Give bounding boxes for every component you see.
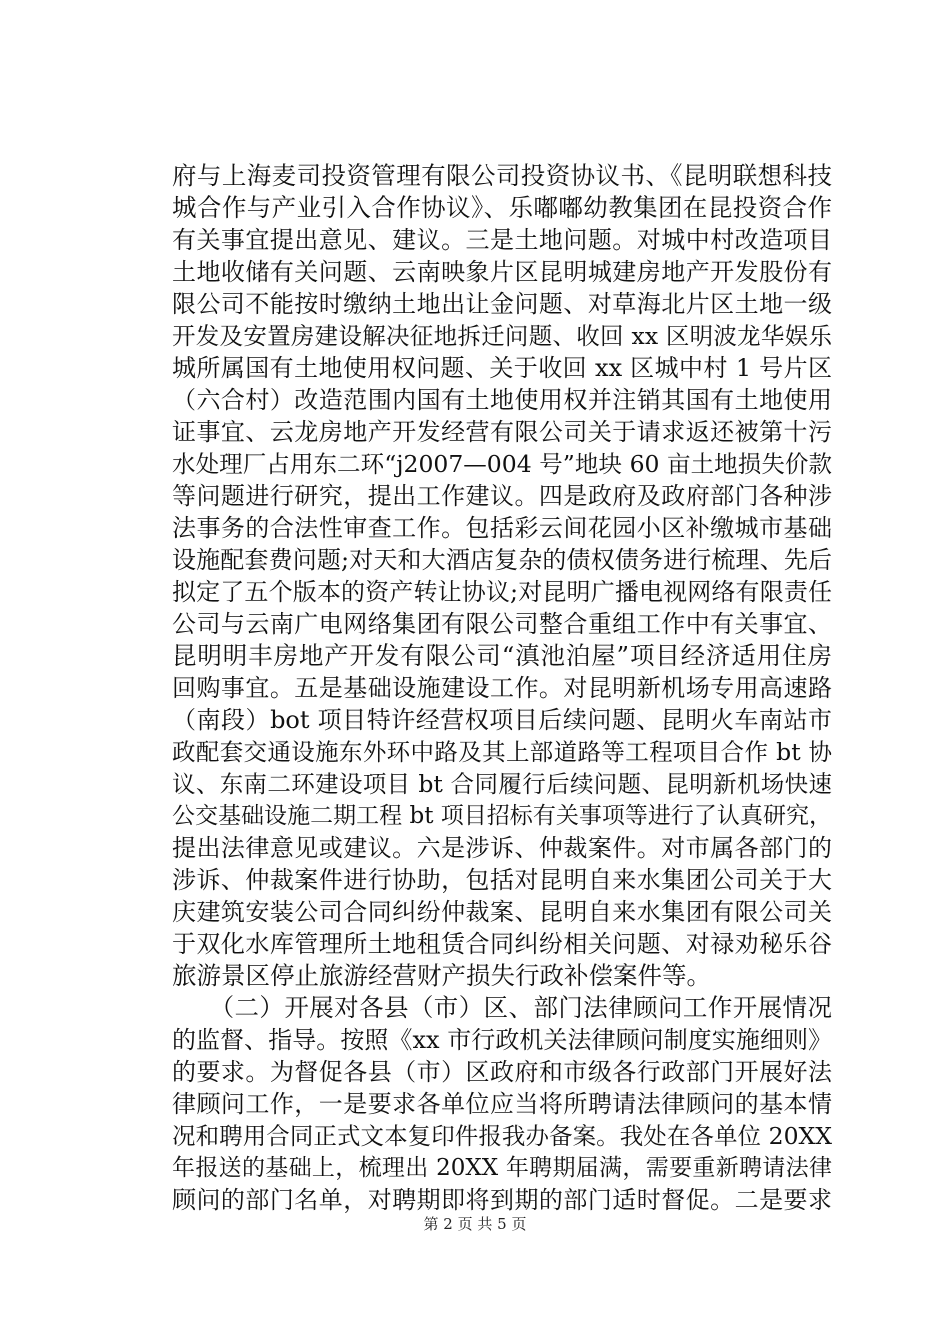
text-line: 设施配套费问题;对天和大酒店复杂的债权债务进行梳理、先后	[172, 546, 832, 574]
text-line: 有关事宜提出意见、建议。三是土地问题。对城中村改造项目	[172, 226, 832, 254]
text-line: 城所属国有土地使用权问题、关于收回 xx 区城中村 1 号片区	[172, 354, 832, 382]
text-line: 公司与云南广电网络集团有限公司整合重组工作中有关事宜、	[172, 610, 832, 638]
text-line: 政配套交通设施东外环中路及其上部道路等工程项目合作 bt 协	[172, 738, 832, 766]
page-footer	[0, 1214, 950, 1234]
body-text	[172, 160, 832, 1216]
text-line: 旅游景区停止旅游经营财产损失行政补偿案件等。	[172, 961, 711, 990]
text-line: 昆明明丰房地产开发有限公司“滇池泊屋”项目经济适用住房	[172, 641, 832, 670]
text-line: 的监督、指导。按照《xx 市行政机关法律顾问制度实施细则》	[172, 1026, 832, 1054]
text-line: （南段）bot 项目特许经营权项目后续问题、昆明火车南站市	[172, 706, 832, 734]
text-line: 年报送的基础上，梳理出 20XX 年聘期届满，需要重新聘请法律	[172, 1155, 832, 1181]
text-line: 况和聘用合同正式文本复印件报我办备案。我处在各单位 20XX	[172, 1122, 832, 1150]
text-line: （六合村）改造范围内国有土地使用权并注销其国有土地使用	[172, 386, 832, 414]
page-number: 第 2 页 共 5 页	[423, 1215, 527, 1233]
text-line: 城合作与产业引入合作协议》、乐嘟嘟幼教集团在昆投资合作	[172, 193, 832, 222]
text-line: 证事宜、云龙房地产开发经营有限公司关于请求返还被第十污	[172, 418, 832, 446]
text-line: 府与上海麦司投资管理有限公司投资协议书、《昆明联想科技	[172, 161, 832, 190]
text-line: 土地收储有关问题、云南映象片区昆明城建房地产开发股份有	[172, 258, 832, 286]
text-line: 等问题进行研究，提出工作建议。四是政府及政府部门各种涉	[172, 482, 832, 510]
text-line: 水处理厂占用东二环“j2007—004 号”地块 60 亩土地损失价款	[172, 450, 832, 478]
text-line: 涉诉、仲裁案件进行协助，包括对昆明自来水集团公司关于大	[172, 866, 832, 894]
text-line: 限公司不能按时缴纳土地出让金问题、对草海北片区土地一级	[172, 290, 832, 318]
text-line: 回购事宜。五是基础设施建设工作。对昆明新机场专用高速路	[172, 674, 832, 702]
text-line: 议、东南二环建设项目 bt 合同履行后续问题、昆明新机场快速	[172, 770, 832, 798]
text-line: 的要求。为督促各县（市）区政府和市级各行政部门开展好法	[172, 1058, 832, 1086]
text-line: 庆建筑安装公司合同纠纷仲裁案、昆明自来水集团有限公司关	[172, 898, 832, 926]
text-line: 律顾问工作，一是要求各单位应当将所聘请法律顾问的基本情	[172, 1090, 832, 1118]
text-line: 顾问的部门名单，对聘期即将到期的部门适时督促。二是要求	[172, 1186, 832, 1214]
text-line: 法事务的合法性审查工作。包括彩云间花园小区补缴城市基础	[172, 514, 832, 542]
text-line: 提出法律意见或建议。六是涉诉、仲裁案件。对市属各部门的	[172, 834, 832, 862]
text-line: 公交基础设施二期工程 bt 项目招标有关事项等进行了认真研究，	[172, 803, 832, 829]
text-line: 拟定了五个版本的资产转让协议;对昆明广播电视网络有限责任	[172, 578, 832, 606]
text-line: 于双化水库管理所土地租赁合同纠纷相关问题、对禄劝秘乐谷	[172, 930, 832, 958]
text-line: （二）开展对各县（市）区、部门法律顾问工作开展情况	[172, 993, 832, 1022]
text-line: 开发及安置房建设解决征地拆迁问题、收回 xx 区明波龙华娱乐	[172, 322, 832, 350]
